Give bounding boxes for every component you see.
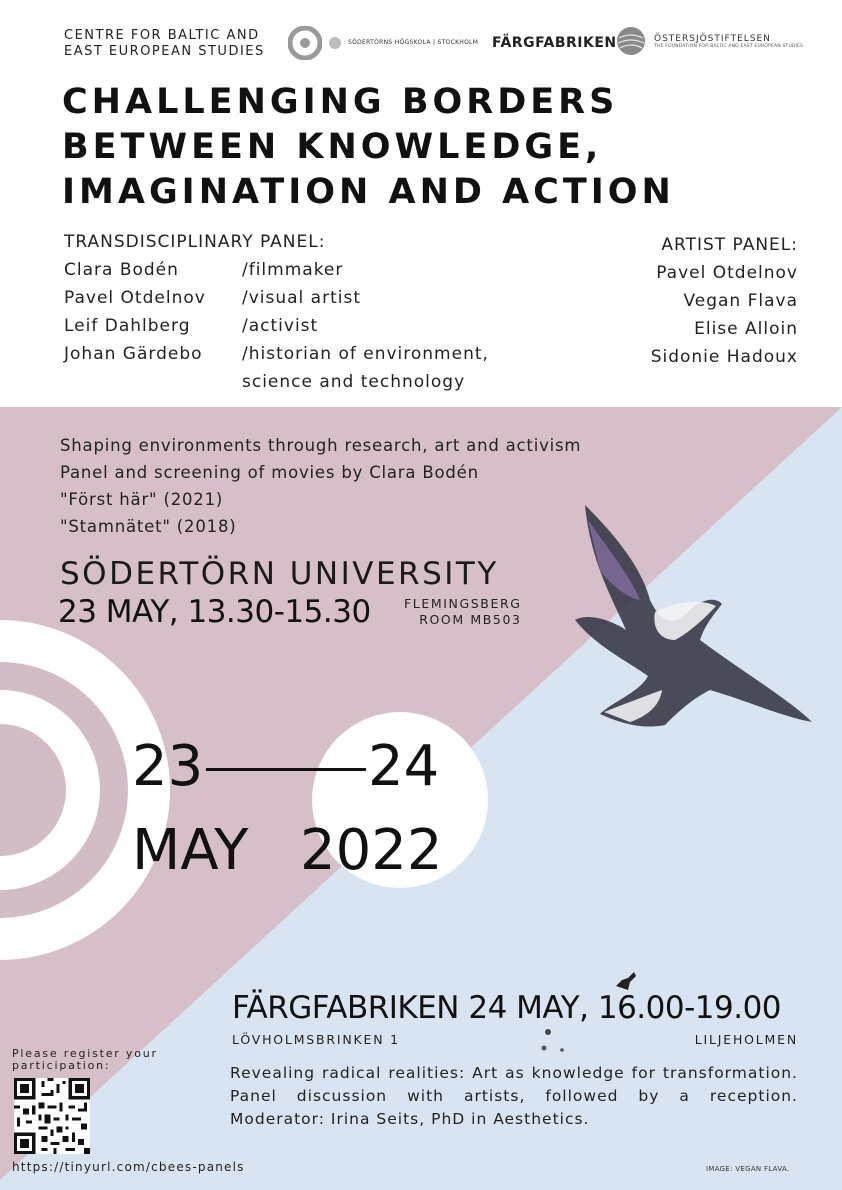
date-start-day: 23 <box>132 734 204 799</box>
fargfabriken-description: Revealing radical realities: Art as knowledge for transformation. Panel discussion with artists, followed by a reception. Moderator: Irina Seits, PhD in Aesthetics. <box>230 1064 798 1128</box>
ostersjo-logo-text: ÖSTERSJÖSTIFTELSEN <box>654 33 771 44</box>
title-line: IMAGINATION AND ACTION <box>62 172 675 212</box>
title-line: BETWEEN KNOWLEDGE, <box>62 127 603 167</box>
panel-member <box>64 256 489 284</box>
intro-line: "Först här" (2021) <box>60 490 224 509</box>
member-name: Pavel Otdelnov <box>64 288 206 308</box>
fargfabriken-address: LÖVHOLMSBRINKEN 1 <box>232 1032 400 1047</box>
title-line: CHALLENGING BORDERS <box>62 82 619 122</box>
artist-panel <box>651 231 798 371</box>
member-role: /historian of environment, <box>242 344 489 364</box>
fargfabriken-logo: FÄRGFABRIKEN <box>492 35 617 51</box>
panel-member <box>64 340 489 368</box>
fargfabriken-event-title: FÄRGFABRIKEN 24 MAY, 16.00-19.00 <box>232 990 782 1026</box>
date-range-dash <box>206 768 366 771</box>
date-month: MAY <box>132 818 249 883</box>
intro-line: Shaping environments through research, art and activism <box>60 436 582 455</box>
member-role: /filmmaker <box>242 260 344 280</box>
image-credit: IMAGE: VEGAN FLAVA. <box>706 1165 790 1173</box>
ostersjo-logo-subtext: THE FOUNDATION FOR BALTIC AND EAST EUROPEAN STUDIES <box>654 43 804 49</box>
fargfabriken-area: LILJEHOLMEN <box>694 1032 798 1047</box>
ostersjo-logo <box>616 26 803 56</box>
artist-panel-heading: ARTIST PANEL: <box>661 235 798 255</box>
sodertorn-datetime: 23 MAY, 13.30-15.30 <box>58 594 371 630</box>
location-line: ROOM MB503 <box>419 612 522 627</box>
registration-line: participation: <box>12 1059 111 1072</box>
sodertorn-logo <box>288 26 478 60</box>
globe-icon <box>616 26 646 56</box>
intro-line: "Stamnätet" (2018) <box>60 517 237 536</box>
event-title <box>62 80 675 215</box>
member-name: Clara Bodén <box>64 260 179 280</box>
registration-link[interactable]: https://tinyurl.com/cbees-panels <box>12 1160 245 1174</box>
registration-prompt <box>12 1048 158 1072</box>
sodertorn-intro <box>60 432 581 540</box>
sodertorn-venue: SÖDERTÖRN UNIVERSITY <box>60 556 499 592</box>
artist-name: Pavel Otdelnov <box>656 263 798 283</box>
organizer-name <box>64 28 265 60</box>
organizer-line: CENTRE FOR BALTIC AND <box>64 28 260 43</box>
panel-member <box>64 312 489 340</box>
date-end-day: 24 <box>368 734 440 799</box>
qr-code[interactable] <box>14 1078 90 1154</box>
organizer-line: EAST EUROPEAN STUDIES <box>64 44 265 59</box>
sodertorn-location <box>404 596 522 628</box>
registration-line: Please register your <box>12 1047 158 1060</box>
member-role: science and technology <box>242 372 466 392</box>
date-year: 2022 <box>300 818 443 883</box>
member-role: /activist <box>242 316 319 336</box>
transdisciplinary-panel <box>64 228 489 396</box>
artist-name: Elise Alloin <box>694 319 798 339</box>
intro-line: Panel and screening of movies by Clara Bodén <box>60 463 479 482</box>
member-name <box>64 368 242 396</box>
panel-member-continued <box>64 368 489 396</box>
artist-name: Vegan Flava <box>683 291 798 311</box>
member-role: /visual artist <box>242 288 362 308</box>
panel-member <box>64 284 489 312</box>
sodertorn-logo-text: SÖDERTÖRNS HÖGSKOLA | STOCKHOLM <box>348 39 479 46</box>
artist-name: Sidonie Hadoux <box>650 347 798 367</box>
sodertorn-dot-icon <box>328 36 342 50</box>
panel-heading: TRANSDISCIPLINARY PANEL: <box>64 232 326 252</box>
member-name: Leif Dahlberg <box>64 316 191 336</box>
member-name: Johan Gärdebo <box>64 344 203 364</box>
sodertorn-ring-icon <box>288 26 322 60</box>
location-line: FLEMINGSBERG <box>404 596 522 611</box>
